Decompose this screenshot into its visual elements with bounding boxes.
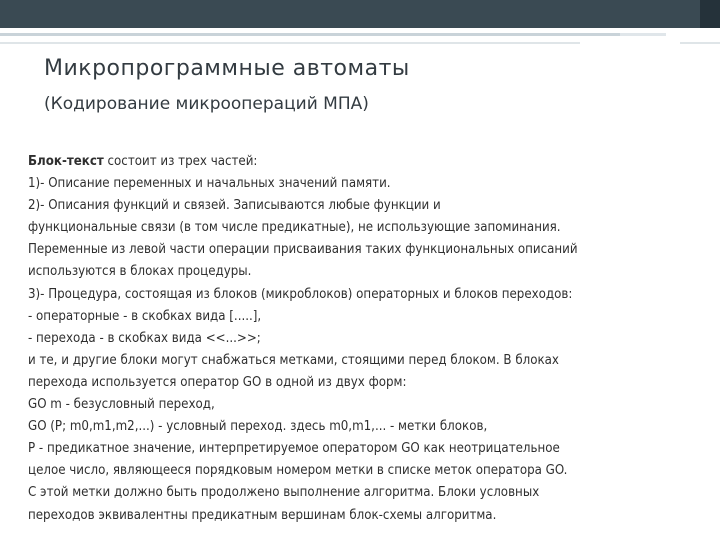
body-line: и те, и другие блоки могут снабжаться метками, стоящими перед блоком. В блоках (28, 352, 559, 368)
body-line: 3)- Процедура, состоящая из блоков (микроблоков) операторных и блоков переходов: (28, 286, 573, 302)
block-text-term: Блок-текст (28, 154, 104, 169)
body-line: - операторные - в скобках вида [.....], (28, 308, 262, 324)
header-band (0, 0, 700, 28)
body-line: целое число, являющееся порядковым номером метки в списке меток оператора GO. (28, 463, 568, 479)
slide-subtitle: (Кодирование микроопераций МПА) (44, 94, 369, 114)
decorative-rule (680, 42, 720, 44)
decorative-rule (620, 33, 666, 36)
body-line: 1)- Описание переменных и начальных значений памяти. (28, 176, 391, 192)
body-line: перехода используется оператор GO в одной из двух форм: (28, 374, 407, 390)
body-line: используются в блоках процедуры. (28, 264, 252, 280)
body-line: 2)- Описания функций и связей. Записываются любые функции и (28, 198, 441, 214)
body-line: переходов эквивалентны предикатным вершинам блок-схемы алгоритма. (28, 507, 497, 523)
body-line: P - предикатное значение, интерпретируемое оператором GO как неотрицательное (28, 441, 560, 457)
body-line: функциональные связи (в том числе предикатные), не использующие запоминания. (28, 220, 561, 236)
header-band-corner (700, 0, 720, 28)
slide-body (28, 151, 708, 527)
body-line: - перехода - в скобках вида <<...>>; (28, 330, 261, 346)
body-line-intro-rest: состоит из трех частей: (103, 154, 258, 169)
body-line: С этой метки должно быть продолжено выполнение алгоритма. Блоки условных (28, 485, 540, 501)
body-line-intro (28, 151, 708, 173)
body-line: GO m - безусловный переход, (28, 397, 215, 413)
body-line: GO (P; m0,m1,m2,...) - условный переход. здесь m0,m1,... - метки блоков, (28, 419, 488, 435)
body-line: Переменные из левой части операции присваивания таких функциональных описаний (28, 242, 578, 258)
slide-title: Микропрограммные автоматы (44, 56, 410, 81)
decorative-rule (0, 42, 580, 44)
decorative-rule (0, 33, 620, 36)
